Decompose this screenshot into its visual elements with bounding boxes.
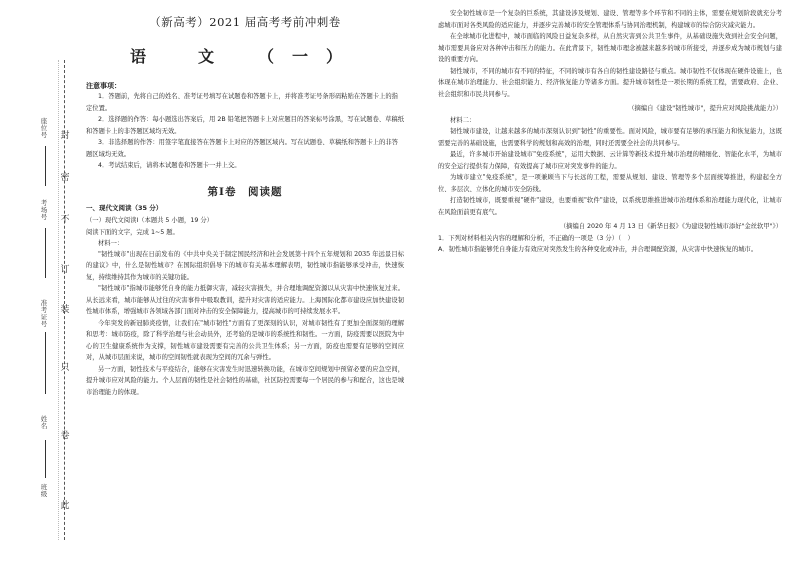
seal-char: 卷 [60, 431, 70, 441]
exam-room-write-line[interactable] [45, 228, 46, 278]
seal-char: 此 [60, 501, 70, 511]
exam-room-field-label: 考场号 [40, 199, 48, 221]
seal-char: 装 [60, 305, 70, 315]
question-option: A．韧性城市指能够凭自身能力有效应对突然发生的各种变化或冲击，并合理调配资源，从灾害中快速恢复的城市。 [438, 246, 758, 253]
body-paragraph: "韧性城市"出现在日前发布的《中共中央关于制定国民经济和社会发展第十四个五年规划和 2035 年远景目标的建议》中，什么是韧性城市？在国际组织倡导下的城市有关基本理解表明，韧性城市指能够承受冲击，快速恢复，持续维持其作为城市的关键功能。 [86, 250, 404, 281]
body-paragraph: 韧性城市建设，让越来越多的城市深刻认识到"韧性"的重要性。面对风险，城市要有足够的承压能力和恢复能力，这既需要完善的基础设施，也需要科学的规划和高效的治理，同时还需要全社会的共同参与。 [438, 128, 782, 147]
seat-number-write-line[interactable] [45, 146, 46, 186]
seal-char: 只 [60, 363, 70, 373]
body-paragraph: 为城市建立"免疫系统"，是一项兼顾当下与长远的工程，需要从规划、建设、管理等多个层面统筹推进，构建起全方位、多层次、立体化的城市安全防线。 [438, 174, 782, 193]
seal-char: 订 [60, 265, 70, 275]
name-field-label: 姓名 [40, 415, 48, 430]
name-write-line[interactable] [45, 440, 46, 478]
body-paragraph: 韧性城市，不同的城市有不同的特征，不同的城市有各自的韧性建设路径与重点。城市韧性不仅体现在硬件设施上，也体现在城市治理能力、社会组织能力、经济恢复能力等诸多方面。提升城市韧性是一项长期的系统工程，需要政府、企业、社会组织和市民共同参与。 [438, 67, 782, 98]
notice-item: 4．考试结束后，请将本试题卷和答题卡一并上交。 [98, 162, 241, 169]
left-column [86, 8, 404, 398]
exam-number-field-label: 准考证号 [40, 299, 48, 328]
material-label: 材料二： [450, 117, 476, 124]
exam-number-write-line[interactable] [45, 332, 46, 394]
body-paragraph: 最近，许多城市开始建设城市"免疫系统"，运用大数据、云计算等新技术提升城市治理的精细化、智能化水平，为城市的安全运行提供有力保障，有效提高了城市应对突发事件的能力。 [438, 151, 782, 170]
notice-item: 1．答题前，先将自己的姓名、准考证号填写在试题卷和答题卡上，并将准考证号条形码粘贴在答题卡上的指定位置。 [86, 93, 398, 112]
source-citation: （摘编自《建设"韧性城市"，提升应对风险挑战能力》） [628, 105, 782, 112]
body-paragraph: 今年突发的新冠肺炎疫情，让我们在"城市韧性"方面有了更深刻的认识，对城市韧性有了更加全面深刻的理解和思考：城市防疫，除了科学治理与社会动员外，还考验的是城市的系统性和韧性。一方面，防疫需要以医院为中心的卫生健康系统作为支撑，韧性城市建设需要有完善的公共卫生体系；另一方面，防疫也需要有足够的空间应对，从城市层面来说，城市的空间韧性就表现为空间的冗余与弹性。 [86, 319, 404, 361]
body-paragraph: "韧性城市"指城市能够凭自身的能力抵御灾害，减轻灾害损失，并合理地调配资源以从灾害中快速恢复过来。从长远来看，城市能够从过往的灾害事件中吸取教训，提升对灾害的适应能力。上海国际化都市建设应加快建设韧性城市体系，增强城市各领域各部门面对冲击的安全保障能力，提高城市的可持续发展水平。 [86, 285, 404, 315]
seal-char: 封 [60, 131, 70, 141]
right-column [438, 8, 782, 255]
body-paragraph: 另一方面，韧性技术与平疫结合，能够在灾害发生时迅速转换功能，在城市空间规划中预留必要的应急空间，提升城市应对风险的能力。个人层面的韧性是社会韧性的基础，社区防控需要每一个居民的参与和配合，这也是城市治理能力的体现。 [86, 365, 404, 396]
subsection-heading: （一）现代文阅读Ⅰ（本题共 5 小题，19 分） [86, 216, 213, 224]
subject-title: 语 文 （一） [129, 47, 360, 66]
material-label: 材料一： [98, 239, 124, 247]
class-field-label: 班级 [40, 483, 48, 498]
question-stem: 1．下列对材料相关内容的理解和分析，不正确的一项是（3 分）（ ） [438, 235, 634, 242]
source-citation: （摘编自 2020 年 4 月 13 日《新华日报》《为建设韧性城市添好"金丝软甲"》） [559, 223, 782, 230]
seal-char: 不 [60, 215, 70, 225]
notice-item: 3．非选择题的作答：用签字笔直接答在答题卡上对应的答题区域内。写在试题卷、草稿纸和答题卡上的非答题区域均无效。 [86, 139, 398, 158]
reading-instruction: 阅读下面的文字，完成 1~5 题。 [86, 228, 179, 236]
exam-title: （新高考）2021 届高考考前冲刺卷 [149, 15, 341, 29]
seat-number-field-label: 座位号 [40, 117, 48, 139]
section-heading: 一、现代文阅读（35 分） [86, 203, 163, 212]
body-paragraph: 打造韧性城市，既要重视"硬件"建设，也要重视"软件"建设，以系统思维推进城市治理体系和治理能力现代化，让城市在风险面前更有底气。 [438, 197, 782, 216]
body-paragraph: 安全韧性城市是一个复杂的巨系统，其建设涉及规划、建设、管理等多个环节和不同的主体，需要在规划阶段就充分考虑城市面对各类风险的适应能力，并逐步完善城市的安全管理体系与协同治理机制，构建城市的综合防灾减灾能力。 [438, 10, 782, 29]
part-heading: 第Ⅰ卷 阅读题 [207, 185, 283, 198]
notice-item: 2．选择题的作答：每小题选出答案后，用 2B 铅笔把答题卡上对应题目的答案标号涂黑，写在试题卷、草稿纸和答题卡上的非答题区域均无效。 [86, 116, 404, 135]
notice-heading: 注意事项： [86, 82, 121, 90]
seal-char: 密 [60, 173, 70, 183]
body-paragraph: 在全球城市化进程中，城市面临的风险日益复杂多样，从自然灾害到公共卫生事件，从基础设施失效到社会安全问题，城市需要具备应对各种冲击和压力的能力。在此背景下，韧性城市理念被越来越多的城市所接受，并逐步成为城市规划与建设的重要方向。 [438, 33, 782, 63]
